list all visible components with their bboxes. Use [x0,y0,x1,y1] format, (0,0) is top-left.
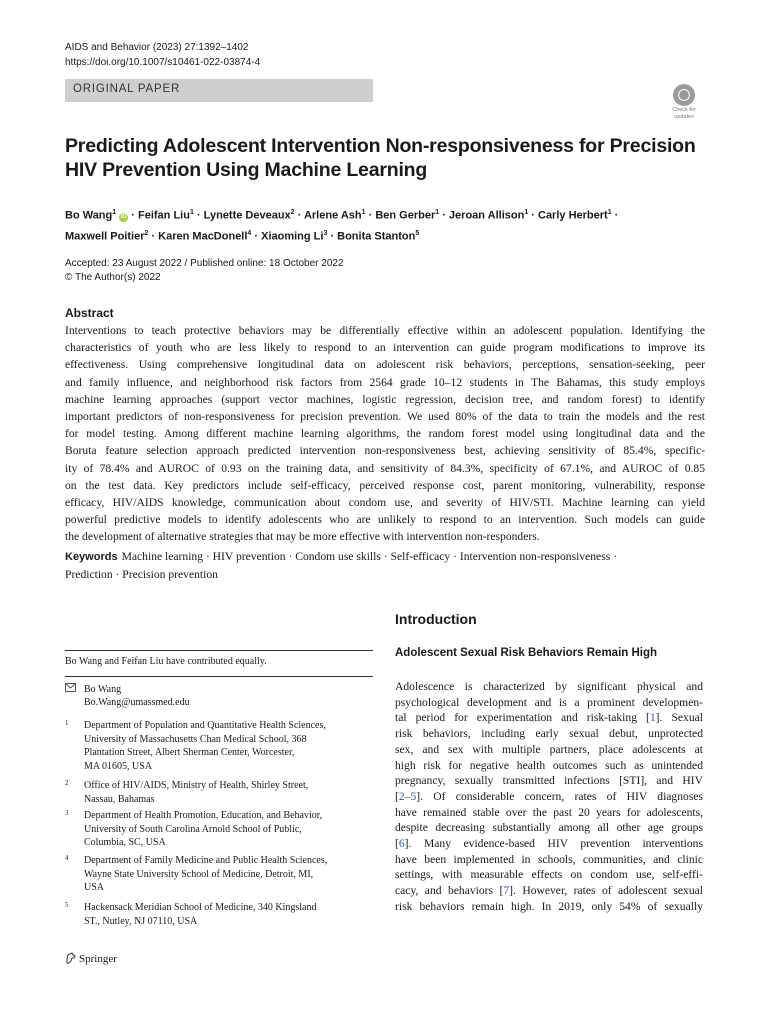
author-affiliation-marker: 2 [144,229,149,237]
orcid-icon[interactable]: iD [120,213,127,220]
keywords-block [65,548,705,583]
affiliation-line: MA 01605, USA [84,760,153,772]
article-type-banner [65,79,373,102]
equal-contribution-note: Bo Wang and Feifan Liu have contributed equally. [65,656,267,667]
author-affiliation-marker: 5 [415,229,420,237]
introduction-line: high risk for negative health outcomes such as unintended [395,758,703,772]
author-affiliation-marker: 1 [607,209,612,216]
author-name[interactable]: Bo Wang [65,209,113,222]
check-updates-label-1: Check for [672,107,696,113]
author-affiliation-marker: 1 [435,209,440,216]
author-name[interactable]: Xiaoming Li [261,230,324,243]
citation-link[interactable]: 7 [503,884,510,898]
author-name[interactable]: Bonita Stanton [337,230,416,243]
affiliation-line: Department of Population and Quantitative Health Sciences, [84,720,326,731]
author-separator: · [439,209,449,222]
springer-horse-icon [65,952,76,964]
affiliation-line: Department of Health Promotion, Education, and Behavior, [84,810,323,821]
introduction-line: sex, and sex with multiple partners, place adolescents at [395,742,703,756]
abstract-line: powerful predictive models to identify adolescents who are unlikely to respond to an intervention. Such models can guide [65,513,705,527]
affiliation-line: ST., Nutley, NJ 07110, USA [84,915,198,927]
abstract-line: Boruta feature selection approach predicted intervention non-responsiveness best, achieving sensitivity of 85.4%, specific- [65,444,705,458]
author-affiliation-marker: 2 [290,209,295,216]
abstract-line: and family influence, and neighborhood risk factors from 2564 grade 10–12 students in The Bahamas, this study employs [65,375,705,389]
affiliation-4 [65,854,365,895]
keywords-heading: Keywords [65,551,118,563]
author-affiliation-marker: 1 [112,209,117,216]
introduction-line: risk behaviors, including early sexual debut, unprotected [395,727,703,741]
copyright-notice: © The Author(s) 2022 [65,272,161,283]
citation-link[interactable]: 6 [398,837,405,851]
abstract-line: efficacy, HIV/AIDS knowledge, communication about condom use, and severity of HIV/STI. Machine learning can yield [65,496,705,510]
footnote-divider [65,650,373,651]
author-name[interactable]: Feifan Liu [138,209,190,222]
author-name[interactable]: Carly Herbert [538,209,608,222]
abstract-line: Interventions to teach protective behaviors may be differentially effective within an adolescent population. Identifying the [65,324,705,337]
corresponding-author [65,683,190,708]
author-separator: · [251,230,262,243]
affiliation-number: 2 [65,779,69,787]
affiliation-line: Columbia, SC, USA [84,837,166,848]
journal-info [65,40,260,70]
author-list [65,204,705,245]
affiliation-number: 4 [65,854,69,862]
author-name[interactable]: Jeroan Allison [448,209,525,222]
abstract-line: ity of 78.4% and AUROC of 0.93 on the training data, and sensitivity of 84.3%, specificity of 67.1%, and AUROC of 0.85 [65,461,705,475]
author-separator: · [365,209,376,222]
check-updates-icon [673,84,695,106]
affiliation-number: 5 [65,901,69,909]
introduction-line: tal period for experimentation and risk-taking [1]. Sexual [395,711,703,725]
introduction-line: despite decreasing substantially among all other age groups [395,821,703,835]
author-line [65,225,705,246]
affiliation-5 [65,901,365,928]
author-name[interactable]: Karen MacDonell [158,230,248,243]
abstract-body [65,322,705,546]
introduction-line: have been implemented in schools, communities, and clinic [395,852,703,866]
abstract-line: characteristics of youth who are less likely to respond to an intervention can guide program modifications to improve its [65,341,705,355]
doi-link[interactable]: https://doi.org/10.1007/s10461-022-03874-4 [65,57,261,68]
introduction-line: have remained stable over the past 20 years for adolescents, [395,805,703,819]
author-affiliation-marker: 4 [247,229,252,237]
affiliation-number: 1 [65,719,69,727]
introduction-body [395,679,703,915]
introduction-subheading: Adolescent Sexual Risk Behaviors Remain High [395,647,658,659]
keywords-line: Machine learning · HIV prevention · Condom use skills · Self-efficacy · Intervention non-responsiveness · [121,550,617,563]
abstract-line: important predictors of non-responsiveness for precision prevention. We used 80% of the data to train the models and the rest [65,410,705,424]
author-separator: · [193,209,204,222]
abstract-line: for model testing. Among different machine learning algorithms, the random forest model using longitudinal data and the [65,427,705,441]
author-name[interactable]: Lynette Deveaux [203,209,291,222]
introduction-line: Adolescence is characterized by significant physical and [395,680,703,693]
affiliation-line: Plantation Street, Albert Sherman Center, Worcester, [84,747,295,758]
affiliation-line: Hackensack Meridian School of Medicine, 340 Kingsland [84,902,317,913]
check-for-updates-badge[interactable] [665,84,703,124]
title-line: Predicting Adolescent Intervention Non-responsiveness for Precision [65,135,696,157]
author-affiliation-marker: 1 [361,209,366,216]
check-updates-label-2: updates [674,114,694,120]
journal-citation: AIDS and Behavior (2023) 27:1392–1402 [65,42,249,53]
keywords-line: Prediction · Precision prevention [65,568,218,582]
citation-link[interactable]: 2–5 [398,789,417,803]
author-separator: · [294,209,304,222]
abstract-line: on the test data. Key predictors include self-efficacy, perceived response cost, parent monitoring, vulnerability, response [65,478,705,492]
publication-dates [65,257,344,285]
author-separator: · [148,230,159,243]
publisher-name: Springer [79,953,117,965]
abstract-line: the development of alternative strategies that may be more effective with intervention non-responders. [65,530,540,544]
author-separator: · [611,209,619,222]
title-line: HIV Prevention Using Machine Learning [65,159,428,181]
affiliation-number: 3 [65,809,69,817]
affiliation-1 [65,719,365,773]
introduction-line: risk behaviors remain high. In 2019, only 54% of sexually [395,899,703,913]
introduction-line: [2–5]. Of considerable concern, rates of HIV diagnoses [395,789,703,803]
abstract-heading: Abstract [65,306,114,320]
affiliation-2 [65,779,365,806]
article-type-label: ORIGINAL PAPER [73,83,181,95]
introduction-line: cacy, and behaviors [7]. However, rates of adolescent sexual [395,884,704,898]
affiliation-line: Nassau, Bahamas [84,793,155,805]
author-affiliation-marker: 1 [189,209,194,216]
paper-title [65,134,705,182]
affiliation-line: USA [84,882,105,893]
affiliation-line: University of Massachusetts Chan Medical School, 368 [84,733,307,745]
footnote-divider [65,676,373,677]
accepted-published-date: Accepted: 23 August 2022 / Published online: 18 October 2022 [65,258,344,269]
author-separator: · [327,230,338,243]
affiliation-line: University of South Carolina Arnold School of Public, [84,823,302,835]
publisher-footer [65,952,117,965]
author-affiliation-marker: 3 [323,229,328,237]
corresponding-author-email[interactable]: Bo.Wang@umassmed.edu [84,697,190,708]
affiliation-line: Department of Family Medicine and Public Health Sciences, [84,855,328,866]
corresponding-author-name: Bo Wang [84,684,122,695]
introduction-line: pregnancy, sexually transmitted infections [STI], and HIV [395,774,703,788]
citation-link[interactable]: 1 [649,711,656,725]
envelope-icon [65,683,76,696]
affiliation-line: Office of HIV/AIDS, Ministry of Health, Shirley Street, [84,780,309,791]
affiliation-3 [65,809,365,850]
author-name[interactable]: Maxwell Poitier [65,230,145,243]
abstract-line: effectiveness. Using comprehensive longitudinal data on adolescent risk behaviors, perceptions, sensation-seeking, peer [65,358,705,372]
abstract-line: machine learning approaches (support vector machines, logistic regression, decision tree, and random forest) to identify [65,392,705,406]
author-separator: · [128,209,138,222]
author-affiliation-marker: 1 [524,209,529,216]
author-name[interactable]: Arlene Ash [303,209,362,222]
introduction-line: [6]. Many evidence-based HIV prevention interventions [395,837,703,851]
author-separator: · [528,209,538,222]
author-line [65,204,705,225]
introduction-line: settings, with measurable effects on condom use, self-effi- [395,868,703,882]
author-name[interactable]: Ben Gerber [375,209,436,222]
affiliation-line: Wayne State University School of Medicine, Detroit, MI, [84,868,314,880]
introduction-heading: Introduction [395,611,477,627]
introduction-line: psychological development and is a prominent developmen- [395,695,703,709]
